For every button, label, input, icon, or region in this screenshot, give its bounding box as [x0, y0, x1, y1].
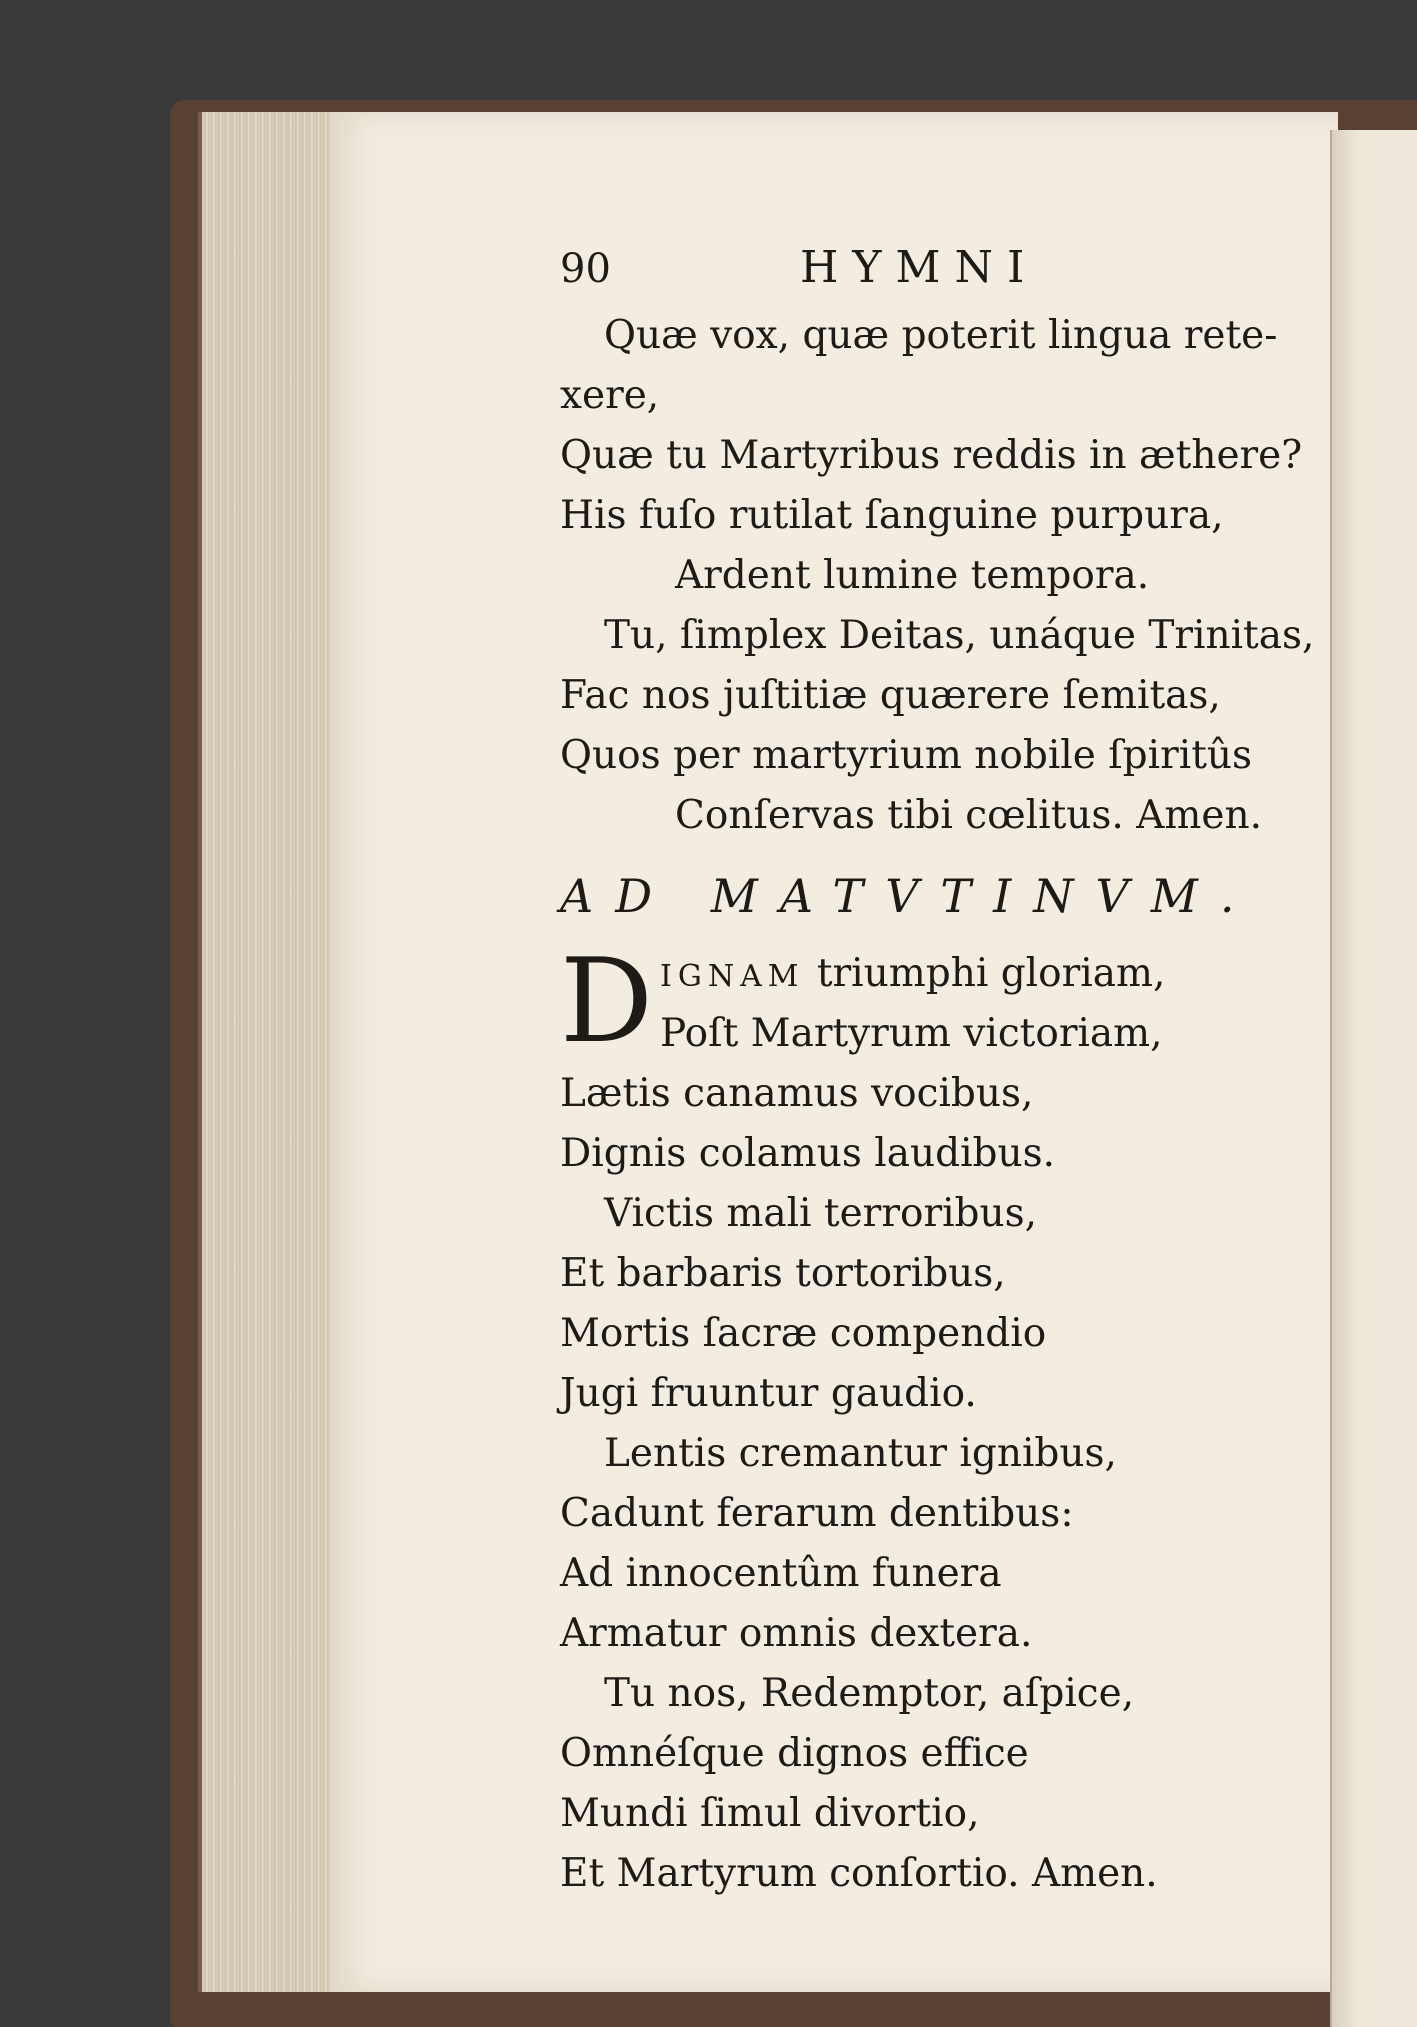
page-number: 90 — [560, 246, 611, 292]
facing-page-edge — [1330, 130, 1417, 2027]
small-caps-word: IGNAM — [660, 959, 805, 994]
verse-line: Omnéſque dignos effice — [560, 1731, 1029, 1776]
matutinum-hymn — [560, 934, 1280, 1904]
verse-line: Tu, ſimplex Deitas, unáque Trinitas, — [604, 613, 1315, 658]
verse-line: Mortis ſacræ compendio — [560, 1311, 1047, 1356]
section-title: AD MATVTINVM. — [560, 869, 1257, 923]
verse-line — [560, 944, 1280, 1004]
verse-line: Dignis colamus laudibus. — [560, 1131, 1056, 1176]
verse-line: xere, — [560, 373, 660, 418]
verse-line: Lætis canamus vocibus, — [560, 1071, 1034, 1116]
verse-line: His fuſo rutilat ſanguine purpura, — [560, 493, 1224, 538]
verse-line: Cadunt ferarum dentibus: — [560, 1491, 1074, 1536]
verse-line: Quæ tu Martyribus reddis in æthere? — [560, 433, 1303, 478]
verse-line: Mundi ſimul divortio, — [560, 1791, 980, 1836]
verse-line: Lentis cremantur ignibus, — [604, 1431, 1117, 1476]
verse-line: Ardent lumine tempora. — [675, 553, 1150, 598]
verse-line: Fac nos juſtitiæ quærere ſemitas, — [560, 673, 1221, 718]
page-text — [560, 242, 1315, 1904]
verse-line: Et Martyrum conſortio. Amen. — [560, 1851, 1158, 1896]
verse-line: Tu nos, Redemptor, aſpice, — [604, 1671, 1135, 1716]
verse-line: Victis mali terroribus, — [604, 1191, 1038, 1236]
verse-line: Quæ vox, quæ poterit lingua rete- — [604, 313, 1278, 358]
page-edges — [198, 112, 342, 1992]
verse-line: Armatur omnis dextera. — [560, 1611, 1033, 1656]
verse-line: Ad innocentûm funera — [560, 1551, 1002, 1596]
running-head: HYMNI — [800, 242, 1039, 293]
verse-line: Conſervas tibi cœlitus. Amen. — [675, 793, 1262, 838]
verse-line: Et barbaris tortoribus, — [560, 1251, 1006, 1296]
verse-line: Jugi fruuntur gaudio. — [560, 1371, 977, 1416]
hymn-ending — [560, 306, 1315, 846]
verse-line: Quos per martyrium nobile ſpiritûs — [560, 733, 1253, 778]
drop-cap: D — [560, 934, 654, 1069]
first-line-rest: triumphi gloriam, — [816, 951, 1166, 996]
verse-line: Poſt Martyrum victoriam, — [660, 1011, 1163, 1056]
page-header — [560, 242, 1280, 306]
